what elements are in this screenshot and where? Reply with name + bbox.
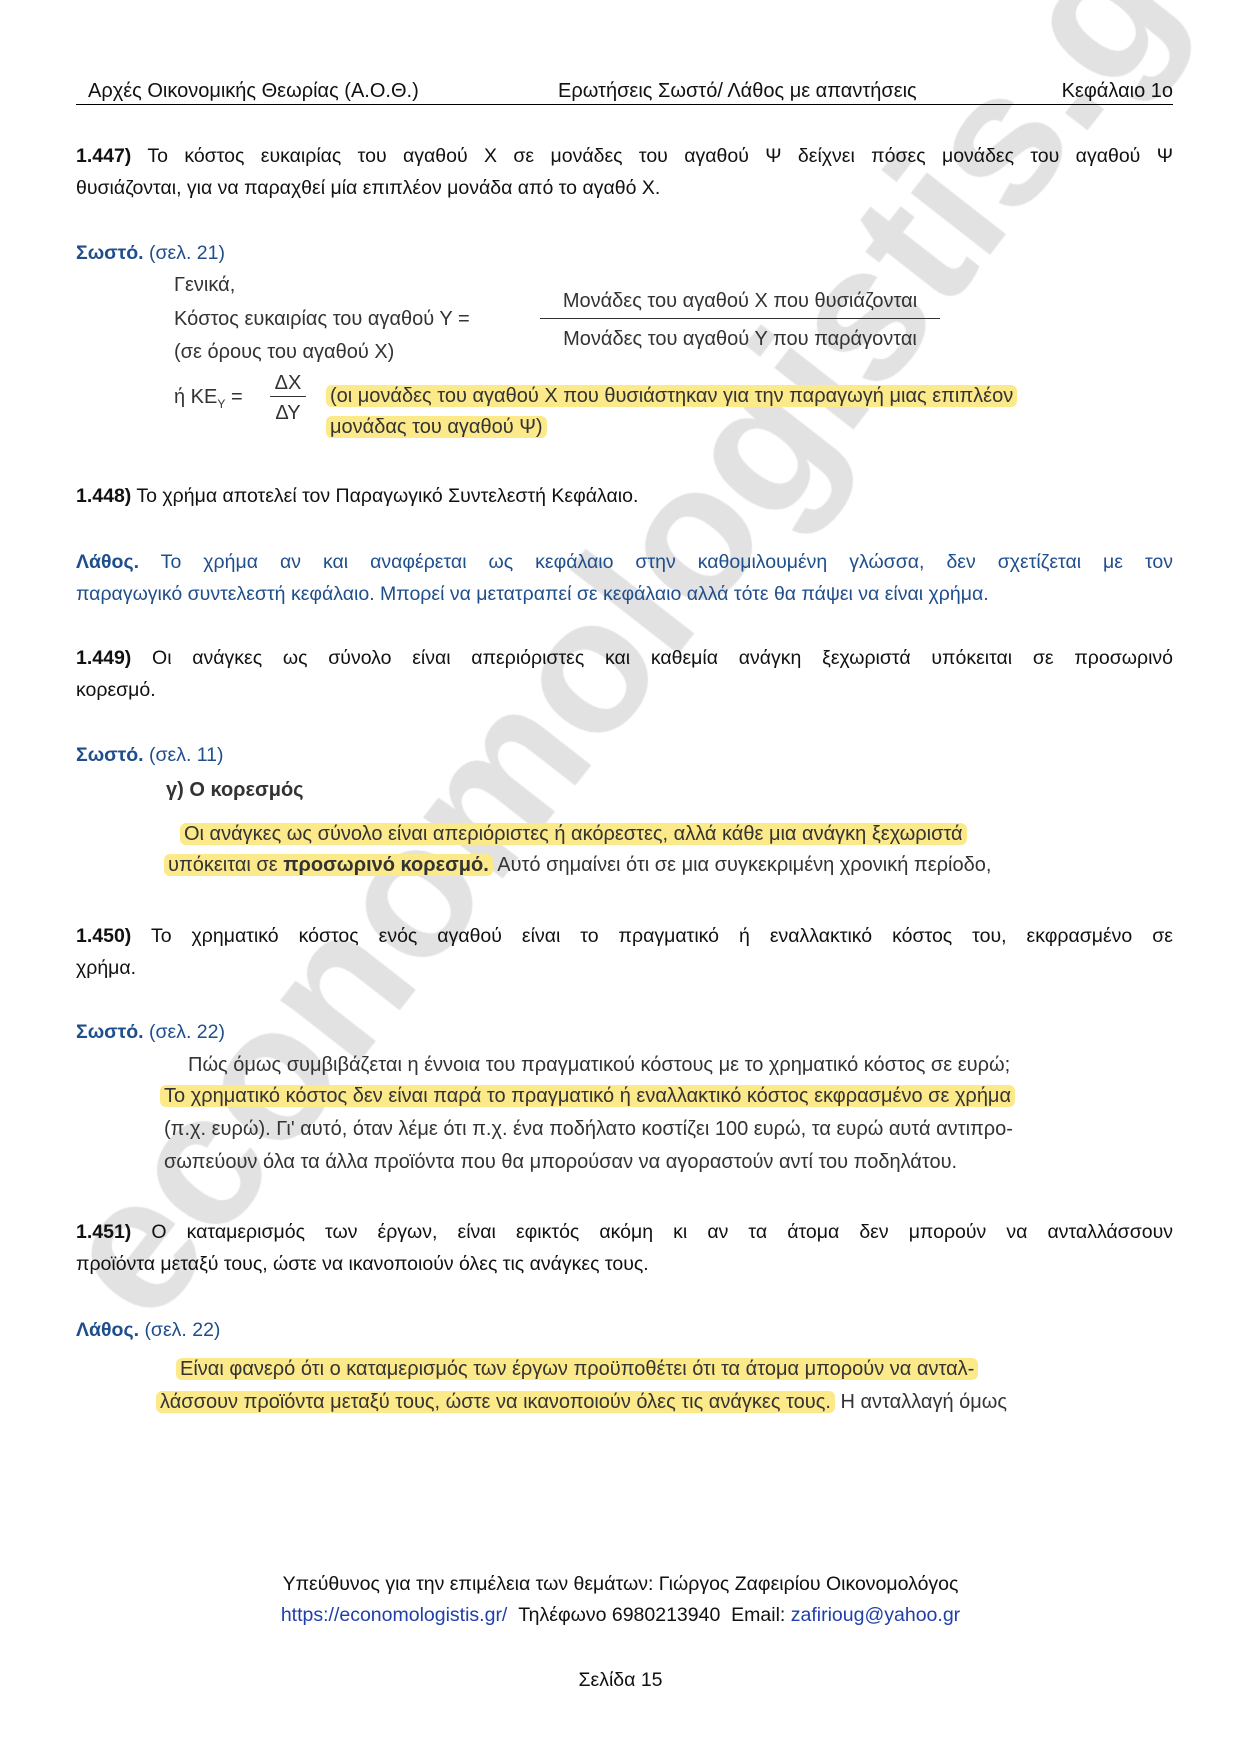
question-text: Ο καταμερισμός των έργων, είναι εφικτός ακόμη κι αν τα άτομα δεν μπορούν να ανταλλάσσουν bbox=[151, 1221, 1173, 1243]
answer-1449 bbox=[76, 742, 224, 768]
answer-1448 bbox=[76, 549, 1173, 575]
page-ref: (σελ. 22) bbox=[148, 1021, 225, 1043]
question-1450 bbox=[76, 923, 1173, 949]
excerpt-text: Η ανταλλαγή όμως bbox=[834, 1391, 1008, 1413]
answer-label: Σωστό. bbox=[76, 1021, 144, 1043]
highlighted-text: (οι μονάδες του αγαθού Χ που θυσιάστηκαν για την παραγωγή μιας επιπλέον bbox=[326, 385, 1017, 407]
excerpt-text: (σε όρους του αγαθού Χ) bbox=[174, 341, 395, 363]
header-subject: Αρχές Οικονομικής Θεωρίας (Α.Ο.Θ.) bbox=[88, 80, 419, 102]
fraction-numerator: Μονάδες του αγαθού Χ που θυσιάζονται bbox=[540, 288, 940, 319]
ke-sub: Υ bbox=[217, 397, 226, 411]
page-ref: (σελ. 21) bbox=[148, 242, 225, 264]
excerpt-text: Πώς όμως συμβιβάζεται η έννοια του πραγματικού κόστους με το χρηματικό κόστος σε ευρώ; bbox=[188, 1054, 1011, 1076]
footer-author: Υπεύθυνος για την επιμέλεια των θεμάτων: Γιώργος Ζαφειρίου Οικονομολόγος bbox=[282, 1573, 959, 1595]
question-text: κορεσμό. bbox=[76, 679, 156, 701]
answer-text: παραγωγικό συντελεστή κεφάλαιο. Μπορεί να μετατραπεί σε κεφάλαιο αλλά τότε θα πάψει να είναι χρήμα. bbox=[76, 583, 989, 605]
question-number: 1.450) bbox=[76, 925, 132, 947]
highlighted-text: υπόκειται σε bbox=[168, 854, 284, 876]
page-header bbox=[76, 78, 1173, 105]
answer-label: Σωστό. bbox=[76, 744, 144, 766]
page-number: Σελίδα 15 bbox=[578, 1669, 663, 1691]
highlighted-text: Είναι φανερό ότι ο καταμερισμός των έργων προϋποθέτει ότι τα άτομα μπορούν να ανταλ- bbox=[176, 1358, 978, 1380]
highlighted-text: λάσσουν προϊόντα μεταξύ τους, ώστε να ικανοποιούν όλες τις ανάγκες τους. bbox=[156, 1391, 835, 1413]
excerpt-text: (π.χ. ευρώ). Γι' αυτό, όταν λέμε ότι π.χ. ένα ποδήλατο κοστίζει 100 ευρώ, τα ευρώ αυτά αντιπρο- bbox=[164, 1118, 1013, 1140]
answer-1451 bbox=[76, 1317, 220, 1343]
question-text: Το χρηματικό κόστος ενός αγαθού είναι το πραγματικό ή εναλλακτικό κόστος του, εκφρασμένο σε bbox=[150, 925, 1173, 947]
footer-contact bbox=[0, 1602, 1241, 1628]
question-1451 bbox=[76, 1219, 1173, 1245]
question-number: 1.451) bbox=[76, 1221, 132, 1243]
question-number: 1.448) bbox=[76, 485, 132, 507]
page-ref: (σελ. 22) bbox=[144, 1319, 221, 1341]
answer-1447 bbox=[76, 240, 225, 266]
question-1449 bbox=[76, 645, 1173, 671]
answer-text: Το χρήμα αν και αναφέρεται ως κεφάλαιο στην καθομιλουμένη γλώσσα, δεν σχετίζεται με τον bbox=[160, 551, 1173, 573]
email-link[interactable]: zafirioug@yahoo.gr bbox=[790, 1604, 961, 1626]
question-text: Το κόστος ευκαιρίας του αγαθού Χ σε μονάδες του αγαθού Ψ δείχνει πόσες μονάδες του αγαθού Ψ bbox=[147, 145, 1173, 167]
highlighted-text: Οι ανάγκες ως σύνολο είναι απεριόριστες ή ακόρεστες, αλλά κάθε μια ανάγκη ξεχωριστά bbox=[180, 823, 967, 845]
highlighted-bold: προσωρινό κορεσμό. bbox=[283, 854, 489, 876]
question-number: 1.447) bbox=[76, 145, 132, 167]
fraction-denominator: Μονάδες του αγαθού Υ που παράγονται bbox=[563, 328, 917, 350]
answer-1450 bbox=[76, 1019, 225, 1045]
email-label: Email: bbox=[731, 1604, 786, 1626]
ke-label: ή ΚΕ bbox=[174, 386, 218, 408]
excerpt-heading: γ) Ο κορεσμός bbox=[166, 779, 304, 801]
excerpt-text: Γενικά, bbox=[174, 274, 236, 296]
question-1448 bbox=[76, 483, 638, 509]
excerpt-text: Κόστος ευκαιρίας του αγαθού Υ = bbox=[174, 308, 470, 330]
question-text: Το χρήμα αποτελεί τον Παραγωγικό Συντελεστή Κεφάλαιο. bbox=[136, 485, 639, 507]
equals-sign: = bbox=[230, 386, 243, 408]
question-number: 1.449) bbox=[76, 647, 132, 669]
page-ref: (σελ. 11) bbox=[148, 744, 224, 766]
answer-label: Σωστό. bbox=[76, 242, 144, 264]
website-link[interactable]: https://economologistis.gr/ bbox=[280, 1604, 508, 1626]
answer-label: Λάθος. bbox=[76, 551, 140, 573]
excerpt-text: Αυτό σημαίνει ότι σε μια συγκεκριμένη χρονική περίοδο, bbox=[492, 854, 992, 876]
delta-x: ΔΧ bbox=[270, 370, 306, 397]
header-chapter: Κεφάλαιο 1ο bbox=[1061, 80, 1173, 102]
question-1447 bbox=[76, 143, 1173, 169]
question-text: Οι ανάγκες ως σύνολο είναι απεριόριστες και καθεμία ανάγκη ξεχωριστά υπόκειται σε προσωρινό bbox=[152, 647, 1173, 669]
question-text: χρήμα. bbox=[76, 957, 137, 979]
delta-y: ΔΥ bbox=[275, 402, 301, 424]
question-text: θυσιάζονται, για να παραχθεί μία επιπλέον μονάδα από το αγαθό Χ. bbox=[76, 177, 661, 199]
highlighted-text: Το χρηματικό κόστος δεν είναι παρά το πραγματικό ή εναλλακτικό κόστος εκφρασμένο σε χρήμα bbox=[160, 1085, 1015, 1107]
excerpt-text: σωπεύουν όλα τα άλλα προϊόντα που θα μπορούσαν να αγοραστούν αντί του ποδηλάτου. bbox=[164, 1151, 958, 1173]
header-title: Ερωτήσεις Σωστό/ Λάθος με απαντήσεις bbox=[558, 80, 917, 102]
highlighted-text: μονάδας του αγαθού Ψ) bbox=[326, 416, 547, 438]
phone-number: Τηλέφωνο 6980213940 bbox=[518, 1604, 721, 1626]
question-text: προϊόντα μεταξύ τους, ώστε να ικανοποιούν όλες τις ανάγκες τους. bbox=[76, 1253, 649, 1275]
answer-label: Λάθος. bbox=[76, 1319, 140, 1341]
ke-formula bbox=[174, 384, 243, 417]
